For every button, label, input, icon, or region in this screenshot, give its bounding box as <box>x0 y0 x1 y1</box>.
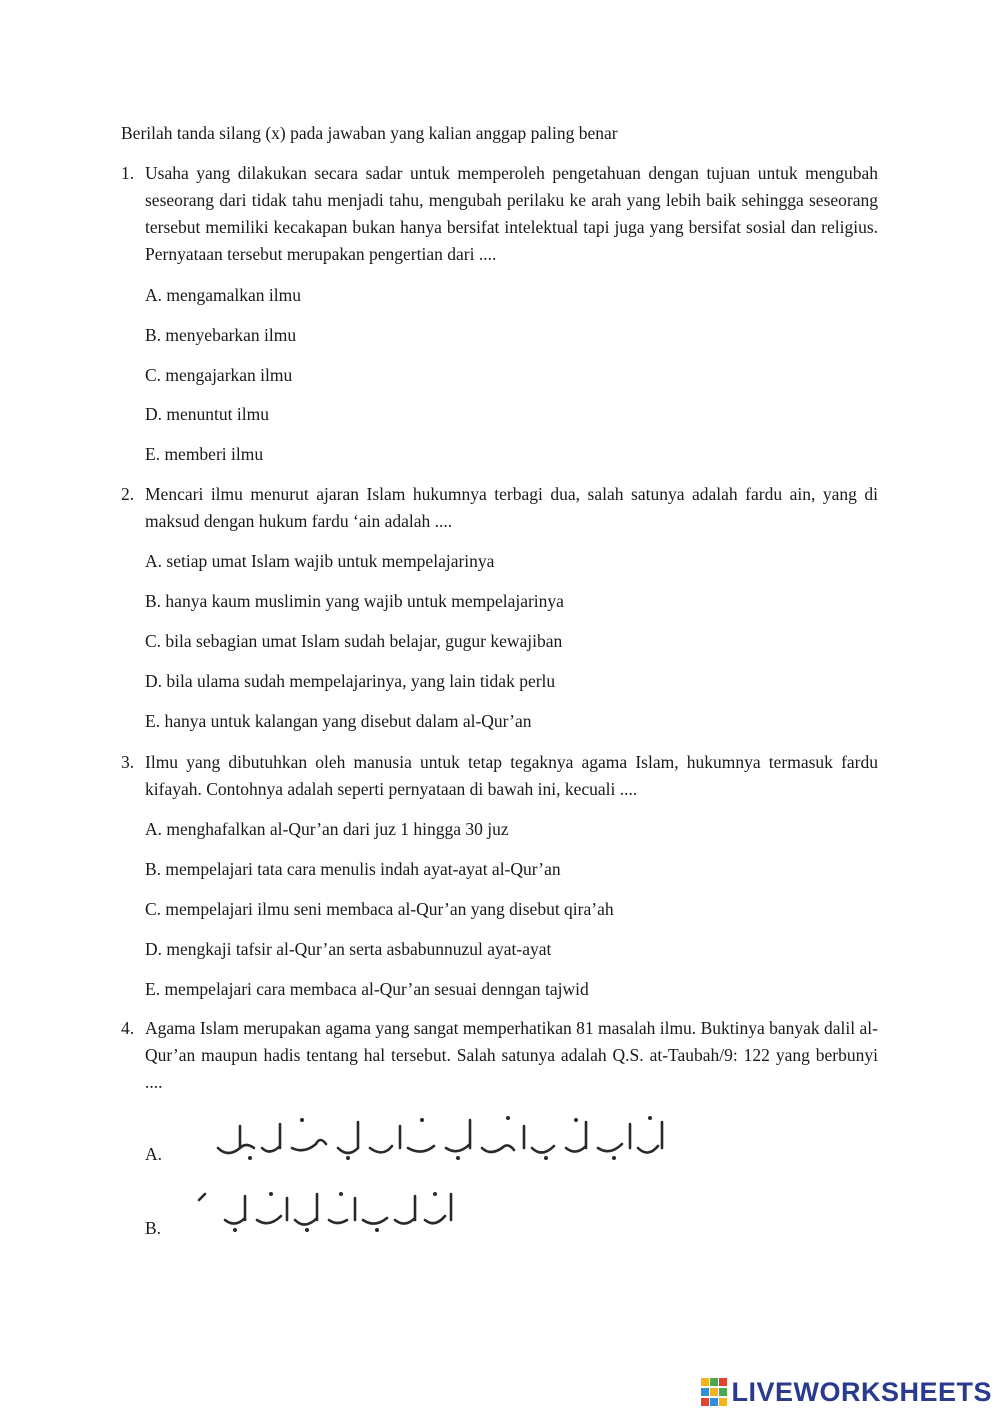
option-2d[interactable]: D. bila ulama sudah mempelajarinya, yang lain tidak perlu <box>145 671 556 691</box>
question-number: 3. <box>121 752 135 772</box>
liveworksheets-logo <box>701 1375 992 1409</box>
option-2c[interactable]: C. bila sebagian umat Islam sudah belajar, gugur kewajiban <box>145 631 563 651</box>
question-1 <box>121 160 878 268</box>
option-2b[interactable]: B. hanya kaum muslimin yang wajib untuk mempelajarinya <box>145 591 564 611</box>
option-4b[interactable]: B. <box>145 1218 162 1238</box>
option-3a[interactable]: A. menghafalkan al-Qur’an dari juz 1 hingga 30 juz <box>145 819 509 839</box>
liveworksheets-logo-text: LIVEWORKSHEETS <box>731 1376 992 1407</box>
question-text: Usaha yang dilakukan secara sadar untuk memperoleh pengetahuan dengan tujuan untuk mengubah seseorang dari tidak tahu menjadi tahu, mengubah perilaku ke arah yang lebih baik sehingga seseorang tersebut memiliki kecakapan bukan hanya bersifat intelektual tapi juga yang bersifat sosial dan religius. Pernyataan tersebut merupakan pengertian dari .... <box>145 163 878 264</box>
option-1a[interactable]: A. mengamalkan ilmu <box>145 285 302 305</box>
option-2a[interactable]: A. setiap umat Islam wajib untuk mempelajarinya <box>145 551 495 571</box>
option-3b[interactable]: B. mempelajari tata cara menulis indah ayat-ayat al-Qur’an <box>145 859 561 879</box>
arabic-verse-a-image[interactable] <box>210 1112 676 1166</box>
option-3c[interactable]: C. mempelajari ilmu seni membaca al-Qur’an yang disebut qira’ah <box>145 899 614 919</box>
arabic-verse-b-image[interactable] <box>195 1188 465 1236</box>
option-1c[interactable]: C. mengajarkan ilmu <box>145 365 293 385</box>
question-text: Mencari ilmu menurut ajaran Islam hukumnya terbagi dua, salah satunya adalah fardu ain, yang di maksud dengan hukum fardu ‘ain adalah .... <box>145 484 878 531</box>
option-3d[interactable]: D. mengkaji tafsir al-Qur’an serta asbabunnuzul ayat-ayat <box>145 939 552 959</box>
question-number: 1. <box>121 163 135 183</box>
question-number: 4. <box>121 1018 135 1038</box>
question-2 <box>121 481 878 535</box>
question-text: Ilmu yang dibutuhkan oleh manusia untuk tetap tegaknya agama Islam, hukumnya termasuk fardu kifayah. Contohnya adalah seperti pernyataan di bawah ini, kecuali .... <box>145 752 878 799</box>
instruction-text: Berilah tanda silang (x) pada jawaban yang kalian anggap paling benar <box>121 123 618 143</box>
option-1b[interactable]: B. menyebarkan ilmu <box>145 325 297 345</box>
option-3e[interactable]: E. mempelajari cara membaca al-Qur’an sesuai denngan tajwid <box>145 979 589 999</box>
question-4 <box>121 1015 878 1096</box>
liveworksheets-logo-icon <box>701 1378 727 1406</box>
option-1d[interactable]: D. menuntut ilmu <box>145 404 269 424</box>
question-text: Agama Islam merupakan agama yang sangat memperhatikan 81 masalah ilmu. Buktinya banyak dalil al-Qur’an maupun hadis tentang hal tersebut. Salah satunya adalah Q.S. at-Taubah/9: 122 yang berbunyi .... <box>145 1018 878 1092</box>
question-3 <box>121 749 878 803</box>
option-4a[interactable]: A. <box>145 1144 163 1164</box>
option-2e[interactable]: E. hanya untuk kalangan yang disebut dalam al-Qur’an <box>145 711 532 731</box>
option-1e[interactable]: E. memberi ilmu <box>145 444 264 464</box>
question-number: 2. <box>121 484 135 504</box>
